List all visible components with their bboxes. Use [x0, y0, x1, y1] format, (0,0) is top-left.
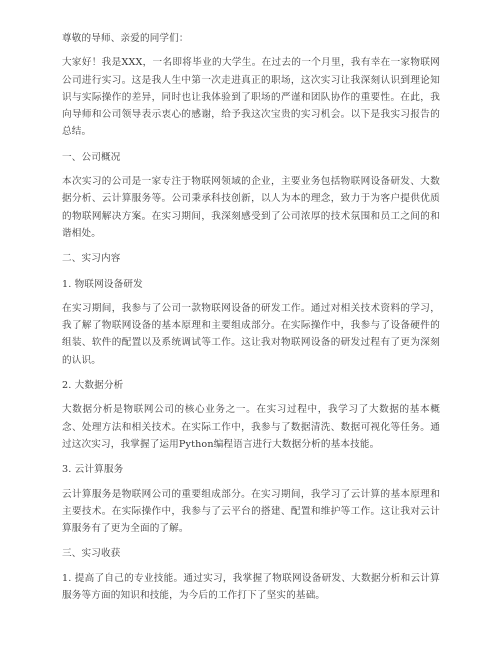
section-heading-company: 一、公司概况 [62, 151, 121, 163]
report-page [62, 30, 440, 604]
company-paragraph: 本次实习的公司是一家专注于物联网领域的企业，主要业务包括物联网设备研发、大数据分析、云计算服务等。公司秉承科技创新，以人为本的理念，致力于为客户提供优质的物联网解决方案。在实习期间，我深刻感受到了公司浓厚的技术氛围和员工之间的和谐相处。 [62, 176, 440, 239]
section-heading-gains: 三、实习收获 [62, 548, 121, 560]
iot-rd-paragraph: 在实习期间，我参与了公司一款物联网设备的研发工作。通过对相关技术资料的学习，我了解了物联网设备的基本原理和主要组成部分。在实际操作中，我参与了设备硬件的组装、软件的配置以及系统调试等工作。这让我对物联网设备的研发过程有了更为深刻的认识。 [62, 302, 440, 366]
intro-paragraph: 大家好！我是XXX，一名即将毕业的大学生。在过去的一个月里，我有幸在一家物联网公司进行实习。这是我人生中第一次走进真正的职场，这次实习让我深刻认识到理论知识与实际操作的差异，同时也让我体验到了职场的严谨和团队协作的重要性。在此，我向导师和公司领导表示衷心的感谢，给予我这次宝贵的实习机会。以下是我实习报告的总结。 [62, 57, 440, 138]
section-heading-content: 二、实习内容 [62, 253, 121, 265]
subheading-cloud: 3. 云计算服务 [62, 464, 124, 476]
big-data-paragraph: 大数据分析是物联网公司的核心业务之一。在实习过程中，我学习了大数据的基本概念、处理方法和相关技术。在实际工作中，我参与了数据清洗、数据可视化等任务。通过这次实习，我掌握了运用Python编程语言进行大数据分析的基本技能。 [62, 404, 440, 450]
greeting: 尊敬的导师、亲爱的同学们： [62, 33, 189, 44]
gains-item-1: 1. 提高了自己的专业技能。通过实习，我掌握了物联网设备研发、大数据分析和云计算服务等方面的知识和技能，为今后的工作打下了坚实的基础。 [62, 572, 440, 602]
subheading-iot-rd: 1. 物联网设备研发 [62, 278, 143, 290]
subheading-big-data: 2. 大数据分析 [62, 380, 124, 392]
cloud-paragraph: 云计算服务是物联网公司的重要组成部分。在实习期间，我学习了云计算的基本原理和主要技术。在实际操作中，我参与了云平台的搭建、配置和维护等工作。这让我对云计算服务有了更为全面的了解。 [62, 488, 440, 535]
